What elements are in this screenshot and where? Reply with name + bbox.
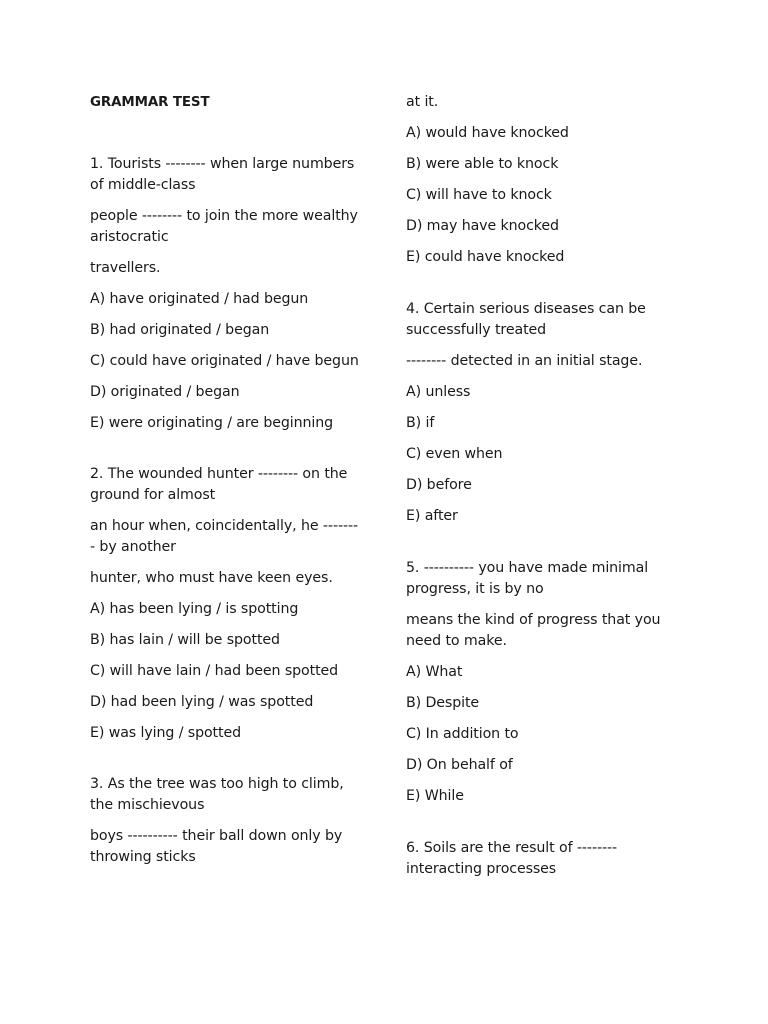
q1-line-2: people -------- to join the more wealthy aristocratic [90,208,358,245]
q3-option-a: A) would have knocked [406,125,569,141]
q3-option-c: C) will have to knock [406,187,552,203]
q2-option-e: E) was lying / spotted [90,725,242,741]
q4-option-b: B) if [406,415,435,431]
spacer [406,817,676,838]
q1-option-a: A) have originated / had begun [90,291,309,307]
q1-line-1: 1. Tourists -------- when large numbers of middle-class [90,156,355,193]
spacer [90,754,360,774]
document-title: GRAMMAR TEST [90,95,210,110]
spacer [406,278,676,299]
q3-line-3: at it. [406,94,439,110]
q5-option-b: B) Despite [406,695,480,711]
q4-option-a: A) unless [406,384,471,400]
right-column [406,92,676,890]
q2-option-d: D) had been lying / was spotted [90,694,314,710]
q6-line-1: 6. Soils are the result of -------- interacting processes [406,840,618,877]
q2-line-2: an hour when, coincidentally, he -------- by another [90,518,359,555]
q2-option-b: B) has lain / will be spotted [90,632,280,648]
q1-option-b: B) had originated / began [90,322,270,338]
q4-option-c: C) even when [406,446,503,462]
q4-option-d: D) before [406,477,472,493]
spacer [406,537,676,558]
q2-option-a: A) has been lying / is spotting [90,601,299,617]
spacer [90,444,360,464]
q2-option-c: C) will have lain / had been spotted [90,663,339,679]
q2-line-3: hunter, who must have keen eyes. [90,570,333,586]
q4-line-1: 4. Certain serious diseases can be successfully treated [406,301,646,338]
q1-option-e: E) were originating / are beginning [90,415,334,431]
q5-option-e: E) While [406,788,464,804]
q1-option-d: D) originated / began [90,384,240,400]
q2-line-1: 2. The wounded hunter -------- on the ground for almost [90,466,348,503]
q5-line-2: means the kind of progress that you need to make. [406,612,661,649]
q5-line-1: 5. ---------- you have made minimal progress, it is by no [406,560,649,597]
q4-option-e: E) after [406,508,458,524]
q5-option-c: C) In addition to [406,726,519,742]
q3-option-d: D) may have knocked [406,218,559,234]
q1-line-3: travellers. [90,260,161,276]
q4-line-2: -------- detected in an initial stage. [406,353,643,369]
left-column [90,92,360,878]
q3-option-e: E) could have knocked [406,249,565,265]
q5-option-d: D) On behalf of [406,757,513,773]
q3-option-b: B) were able to knock [406,156,559,172]
q5-option-a: A) What [406,664,463,680]
q1-option-c: C) could have originated / have begun [90,353,359,369]
q3-line-2: boys ---------- their ball down only by throwing sticks [90,828,343,865]
q3-line-1: 3. As the tree was too high to climb, the mischievous [90,776,344,813]
